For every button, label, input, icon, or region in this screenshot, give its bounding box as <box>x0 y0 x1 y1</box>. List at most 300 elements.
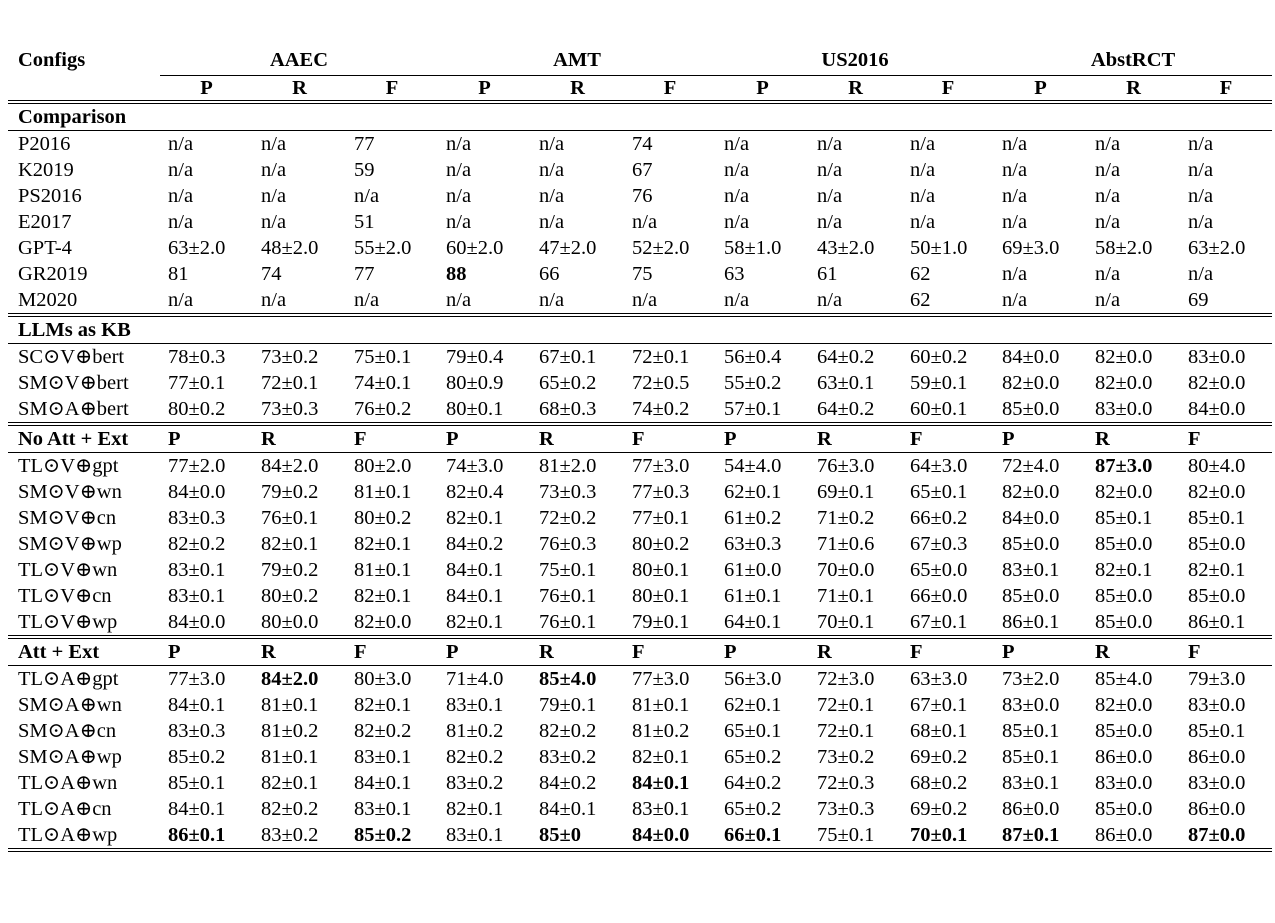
metric-cell: 76±0.1 <box>539 611 597 633</box>
metric-cell: 77 <box>354 133 375 155</box>
config-name: SM⊙V⊕wp <box>18 533 122 555</box>
metric-cell: 64±3.0 <box>910 455 968 477</box>
section-metric-header: F <box>902 424 994 453</box>
metric-cell: n/a <box>539 159 565 181</box>
section-header-spacer <box>994 102 1087 131</box>
metric-cell: 85±0.1 <box>1002 746 1060 768</box>
metric-cell: n/a <box>261 211 287 233</box>
section-metric-header: F <box>346 637 438 666</box>
metric-header: R <box>531 76 624 103</box>
section-metric-header: P <box>716 637 809 666</box>
metric-cell: 79±0.1 <box>632 611 690 633</box>
metric-cell: n/a <box>817 185 843 207</box>
config-name: K2019 <box>18 159 74 181</box>
metric-cell: 63±2.0 <box>168 237 226 259</box>
section-metric-header: R <box>809 424 902 453</box>
dataset-header-aaec: AAEC <box>160 45 438 76</box>
metric-cell: 74±0.1 <box>354 372 412 394</box>
metric-cell: n/a <box>1095 159 1121 181</box>
metric-cell: 75±0.1 <box>354 346 412 368</box>
metric-cell: n/a <box>724 159 750 181</box>
metric-cell: 82±0.0 <box>1095 694 1153 716</box>
metric-cell: 77±3.0 <box>632 668 690 690</box>
metric-cell: 87±0.0 <box>1180 822 1272 850</box>
metric-cell: n/a <box>1002 211 1028 233</box>
metric-cell: 83±0.2 <box>253 822 346 850</box>
metric-cell: 75±0.1 <box>809 822 902 850</box>
metric-cell: 70±0.1 <box>817 611 875 633</box>
metric-cell: 85±0.0 <box>1095 585 1153 607</box>
config-name: SM⊙A⊕bert <box>18 398 129 420</box>
metric-cell: 80±0.0 <box>261 611 319 633</box>
table-row <box>8 666 1272 693</box>
metric-cell: 84±0.1 <box>168 798 226 820</box>
metric-cell: 65±0.0 <box>910 559 968 581</box>
metric-cell: n/a <box>168 133 194 155</box>
metric-cell: 47±2.0 <box>539 237 597 259</box>
metric-cell: 84±0.0 <box>1188 398 1246 420</box>
metric-header: R <box>253 76 346 103</box>
section-header-spacer <box>902 102 994 131</box>
metric-cell: 83±0.0 <box>1188 346 1246 368</box>
section-metric-header: F <box>902 637 994 666</box>
table-row <box>8 183 1272 209</box>
metric-cell: n/a <box>446 289 472 311</box>
metric-cell: 86±0.0 <box>1087 822 1180 850</box>
metric-cell: 80±2.0 <box>354 455 412 477</box>
metric-cell: 82±0.2 <box>446 746 504 768</box>
table-header <box>8 45 1272 102</box>
table-row <box>8 718 1272 744</box>
metric-cell: 82±0.1 <box>446 611 504 633</box>
metric-cell: 73±2.0 <box>1002 668 1060 690</box>
metric-cell: n/a <box>446 211 472 233</box>
metric-cell: 84±0.1 <box>354 772 412 794</box>
metric-cell: 84±0.0 <box>1002 346 1060 368</box>
metric-cell: 84±0.1 <box>632 772 690 794</box>
metric-cell: n/a <box>817 133 843 155</box>
metric-cell: 65±0.1 <box>910 481 968 503</box>
metric-cell: 80±0.1 <box>632 559 690 581</box>
metric-cell: 80±0.9 <box>446 372 504 394</box>
section-header-spacer <box>716 315 809 344</box>
metric-cell: 65±0.2 <box>724 798 782 820</box>
dataset-header-abstrct: AbstRCT <box>994 45 1272 76</box>
section-metric-header: P <box>160 424 253 453</box>
metric-cell: n/a <box>724 211 750 233</box>
metric-cell: 52±2.0 <box>632 237 690 259</box>
metric-cell: 74±0.2 <box>632 398 690 420</box>
metric-cell: n/a <box>168 159 194 181</box>
metric-cell: 84±2.0 <box>261 668 319 690</box>
table-row <box>8 209 1272 235</box>
metric-cell: 71±4.0 <box>446 668 504 690</box>
metric-cell: 56±0.4 <box>724 346 782 368</box>
metric-cell: n/a <box>354 289 380 311</box>
metric-cell: 73±0.2 <box>817 746 875 768</box>
metric-cell: 73±0.3 <box>817 798 875 820</box>
metric-cell: 65±0.2 <box>724 746 782 768</box>
section-metric-header: F <box>1180 637 1272 666</box>
metric-cell: 80±0.2 <box>261 585 319 607</box>
metric-cell: 85±0.0 <box>1095 611 1153 633</box>
metric-cell: n/a <box>1095 211 1121 233</box>
metric-cell: n/a <box>446 159 472 181</box>
table-row <box>8 692 1272 718</box>
metric-cell: 81±0.1 <box>261 694 319 716</box>
metric-cell: 72±0.1 <box>817 720 875 742</box>
metric-cell: 63±0.3 <box>724 533 782 555</box>
metric-cell: 62±0.1 <box>724 694 782 716</box>
metric-cell: 81±2.0 <box>539 455 597 477</box>
section-header-spacer <box>160 102 253 131</box>
config-name: PS2016 <box>18 185 82 207</box>
metric-cell: 82±0.2 <box>539 720 597 742</box>
metric-cell: 84±2.0 <box>261 455 319 477</box>
section-header-spacer <box>531 102 624 131</box>
metric-cell: 48±2.0 <box>261 237 319 259</box>
metric-cell: 69±0.2 <box>910 746 968 768</box>
metric-cell: 85±0.0 <box>1095 720 1153 742</box>
metric-header: P <box>716 76 809 103</box>
metric-cell: 82±0.2 <box>354 720 412 742</box>
metric-cell: 70±0.0 <box>817 559 875 581</box>
metric-cell: 83±0.1 <box>1002 559 1060 581</box>
section-title: No Att + Ext <box>8 424 160 453</box>
metric-cell: 66±0.1 <box>716 822 809 850</box>
metric-cell: 85±0.1 <box>1188 720 1246 742</box>
table-row <box>8 531 1272 557</box>
metric-cell: n/a <box>817 159 843 181</box>
section-header-spacer <box>160 315 253 344</box>
config-name: GPT-4 <box>18 237 72 259</box>
metric-cell: n/a <box>1002 185 1028 207</box>
metric-cell: n/a <box>261 289 287 311</box>
metric-cell: 86±0.0 <box>1095 746 1153 768</box>
metric-cell: 76 <box>632 185 653 207</box>
table-row <box>8 822 1272 850</box>
section-header-spacer <box>531 315 624 344</box>
metric-cell: n/a <box>1188 263 1214 285</box>
metric-cell: 86±0.1 <box>160 822 253 850</box>
metric-cell: 75±0.1 <box>539 559 597 581</box>
metric-cell: 61 <box>817 263 838 285</box>
section-metric-header: P <box>716 424 809 453</box>
table-row <box>8 744 1272 770</box>
metric-cell: 84±0.0 <box>624 822 716 850</box>
config-name: SM⊙A⊕cn <box>18 720 117 742</box>
metric-cell: 79±0.4 <box>446 346 504 368</box>
metric-cell: 62 <box>910 289 931 311</box>
metric-cell: 77±0.1 <box>632 507 690 529</box>
table-row <box>8 370 1272 396</box>
metric-cell: 85±4.0 <box>1095 668 1153 690</box>
config-name: SM⊙V⊕cn <box>18 507 117 529</box>
metric-cell: 73±0.3 <box>539 481 597 503</box>
metric-cell: 70±0.1 <box>902 822 994 850</box>
section-header-spacer <box>346 315 438 344</box>
metric-cell: 69±0.1 <box>817 481 875 503</box>
metric-cell: 85±0 <box>531 822 624 850</box>
metric-cell: 82±0.1 <box>261 772 319 794</box>
table-row <box>8 796 1272 822</box>
metric-cell: 76±0.1 <box>261 507 319 529</box>
metric-cell: 85±4.0 <box>539 668 597 690</box>
configs-header-spacer <box>8 76 160 103</box>
dataset-header-us2016: US2016 <box>716 45 994 76</box>
section-title: Att + Ext <box>8 637 160 666</box>
metric-cell: n/a <box>1188 185 1214 207</box>
metric-cell: 69 <box>1188 289 1209 311</box>
metric-cell: 83±0.1 <box>446 694 504 716</box>
metric-cell: 84±0.1 <box>539 798 597 820</box>
config-name: SC⊙V⊕bert <box>18 346 125 368</box>
metric-cell: 82±0.0 <box>1002 372 1060 394</box>
metric-cell: 72±0.3 <box>817 772 875 794</box>
table-row <box>8 609 1272 637</box>
metric-cell: 83±0.0 <box>1002 694 1060 716</box>
metric-cell: 85±0.1 <box>1002 720 1060 742</box>
metric-cell: 83±0.1 <box>438 822 531 850</box>
metric-cell: 82±0.0 <box>354 611 412 633</box>
metric-cell: n/a <box>261 133 287 155</box>
metric-cell: 77±3.0 <box>168 668 226 690</box>
metric-cell: n/a <box>817 289 843 311</box>
metric-header: F <box>1180 76 1272 103</box>
metric-cell: 72±0.5 <box>632 372 690 394</box>
metric-cell: n/a <box>724 133 750 155</box>
metric-cell: 64±0.2 <box>817 346 875 368</box>
config-name: M2020 <box>18 289 78 311</box>
metric-cell: 77±3.0 <box>632 455 690 477</box>
table-row <box>8 453 1272 480</box>
metric-cell: 74 <box>261 263 282 285</box>
metric-cell: n/a <box>539 185 565 207</box>
metric-cell: 56±3.0 <box>724 668 782 690</box>
metric-cell: 69±3.0 <box>1002 237 1060 259</box>
metric-cell: n/a <box>1188 159 1214 181</box>
section-header-spacer <box>1087 315 1180 344</box>
metric-cell: 81 <box>168 263 189 285</box>
metric-cell: 82±0.0 <box>1002 481 1060 503</box>
table-row <box>8 583 1272 609</box>
metric-cell: 77±0.1 <box>168 372 226 394</box>
metric-cell: 85±0.1 <box>168 772 226 794</box>
metric-cell: 83±0.0 <box>1188 694 1246 716</box>
metric-cell: 59±0.1 <box>910 372 968 394</box>
metric-cell: n/a <box>1095 289 1121 311</box>
metric-cell: 60±0.1 <box>910 398 968 420</box>
metric-cell: 71±0.2 <box>817 507 875 529</box>
metric-cell: 54±4.0 <box>724 455 782 477</box>
metric-cell: 67±0.1 <box>910 611 968 633</box>
metric-header: P <box>438 76 531 103</box>
metric-cell: 62±0.1 <box>724 481 782 503</box>
metric-cell: 72±0.1 <box>817 694 875 716</box>
metric-cell: 77±2.0 <box>168 455 226 477</box>
metric-cell: n/a <box>1188 211 1214 233</box>
metric-cell: 86±0.1 <box>1188 611 1246 633</box>
metric-cell: 68±0.3 <box>539 398 597 420</box>
section-header-row <box>8 315 1272 344</box>
metric-cell: 81±0.2 <box>446 720 504 742</box>
config-name: SM⊙A⊕wn <box>18 694 122 716</box>
metric-cell: 82±0.0 <box>1095 346 1153 368</box>
metric-cell: 64±0.2 <box>724 772 782 794</box>
metric-cell: 81±0.2 <box>632 720 690 742</box>
metric-cell: n/a <box>632 211 658 233</box>
metric-cell: 84±0.2 <box>446 533 504 555</box>
metric-cell: 63±2.0 <box>1188 237 1246 259</box>
metric-cell: n/a <box>817 211 843 233</box>
metric-cell: 64±0.2 <box>817 398 875 420</box>
metric-cell: 85±0.1 <box>1188 507 1246 529</box>
metric-cell: 81±0.1 <box>632 694 690 716</box>
metric-cell: 88 <box>446 263 467 285</box>
metric-cell: 57±0.1 <box>724 398 782 420</box>
metric-cell: 82±0.0 <box>1188 372 1246 394</box>
metric-cell: 61±0.1 <box>724 585 782 607</box>
metric-cell: 61±0.0 <box>724 559 782 581</box>
metric-cell: 59 <box>354 159 375 181</box>
metric-header: P <box>994 76 1087 103</box>
metric-cell: n/a <box>539 211 565 233</box>
metric-cell: n/a <box>446 133 472 155</box>
section-header-row <box>8 424 1272 453</box>
metric-cell: n/a <box>1002 133 1028 155</box>
section-header-row <box>8 637 1272 666</box>
metric-cell: 82±0.2 <box>261 798 319 820</box>
metric-cell: 50±1.0 <box>910 237 968 259</box>
metric-cell: 85±0.2 <box>346 822 438 850</box>
metric-cell: n/a <box>632 289 658 311</box>
metric-cell: 84±0.0 <box>1002 507 1060 529</box>
metric-cell: 80±0.1 <box>446 398 504 420</box>
table-row <box>8 557 1272 583</box>
metric-cell: 55±0.2 <box>724 372 782 394</box>
table-row <box>8 344 1272 371</box>
section-header-row <box>8 102 1272 131</box>
metric-cell: 82±0.0 <box>1095 481 1153 503</box>
section-header-spacer <box>1087 102 1180 131</box>
metric-cell: 83±0.0 <box>1095 398 1153 420</box>
metric-cell: 77 <box>354 263 375 285</box>
metric-cell: 63±3.0 <box>910 668 968 690</box>
metric-cell: 85±0.1 <box>1095 507 1153 529</box>
metric-cell: 72±0.1 <box>261 372 319 394</box>
metric-cell: n/a <box>910 133 936 155</box>
section-metric-header: F <box>346 424 438 453</box>
metric-cell: 76±0.1 <box>539 585 597 607</box>
table-row <box>8 479 1272 505</box>
metric-cell: 85±0.0 <box>1002 585 1060 607</box>
section-metric-header: P <box>160 637 253 666</box>
metric-cell: 43±2.0 <box>817 237 875 259</box>
section-metric-header: F <box>624 637 716 666</box>
section-metric-header: R <box>1087 424 1180 453</box>
metric-cell: 76±0.2 <box>354 398 412 420</box>
section-metric-header: P <box>994 424 1087 453</box>
metric-cell: 83±0.3 <box>168 720 226 742</box>
metric-cell: 84±0.1 <box>446 585 504 607</box>
metric-cell: 67±0.1 <box>539 346 597 368</box>
metric-cell: 86±0.1 <box>1002 611 1060 633</box>
metric-cell: 81±0.1 <box>261 746 319 768</box>
metric-cell: 63±0.1 <box>817 372 875 394</box>
metric-cell: n/a <box>1095 185 1121 207</box>
metric-cell: 58±2.0 <box>1095 237 1153 259</box>
section-header-spacer <box>809 102 902 131</box>
metric-header: P <box>160 76 253 103</box>
metric-cell: n/a <box>910 185 936 207</box>
config-name: SM⊙A⊕wp <box>18 746 122 768</box>
section-header-spacer <box>716 102 809 131</box>
metric-cell: 85±0.0 <box>1188 585 1246 607</box>
table-row <box>8 505 1272 531</box>
metric-cell: 79±0.2 <box>261 559 319 581</box>
metric-cell: 68±0.2 <box>910 772 968 794</box>
metric-cell: 82±0.1 <box>632 746 690 768</box>
metric-cell: 77±0.3 <box>632 481 690 503</box>
metric-cell: 66±0.2 <box>910 507 968 529</box>
metric-cell: n/a <box>1002 159 1028 181</box>
metric-cell: 85±0.0 <box>1095 798 1153 820</box>
metric-cell: 83±0.2 <box>446 772 504 794</box>
metric-cell: 69±0.2 <box>910 798 968 820</box>
section-metric-header: P <box>438 424 531 453</box>
metric-cell: n/a <box>724 185 750 207</box>
dataset-header-row <box>8 45 1272 76</box>
config-name: P2016 <box>18 133 71 155</box>
metric-cell: 73±0.2 <box>261 346 319 368</box>
metric-cell: 71±0.1 <box>817 585 875 607</box>
metric-cell: 83±0.1 <box>1002 772 1060 794</box>
config-name: GR2019 <box>18 263 88 285</box>
dataset-header-amt: AMT <box>438 45 716 76</box>
metric-header: F <box>346 76 438 103</box>
metric-cell: 71±0.6 <box>817 533 875 555</box>
metric-cell: 66 <box>539 263 560 285</box>
metric-cell: 61±0.2 <box>724 507 782 529</box>
metric-cell: 82±0.0 <box>1095 372 1153 394</box>
metric-cell: 80±0.2 <box>168 398 226 420</box>
metric-cell: 82±0.1 <box>354 585 412 607</box>
metric-cell: 87±0.1 <box>994 822 1087 850</box>
section-metric-header: P <box>438 637 531 666</box>
metric-cell: n/a <box>1188 133 1214 155</box>
config-name: TL⊙A⊕wn <box>18 772 118 794</box>
metric-cell: 83±0.0 <box>1095 772 1153 794</box>
metric-cell: 86±0.0 <box>1002 798 1060 820</box>
metric-cell: n/a <box>1002 263 1028 285</box>
metric-cell: n/a <box>1095 133 1121 155</box>
metric-cell: n/a <box>168 185 194 207</box>
results-table-container <box>8 45 1272 852</box>
metric-cell: 85±0.0 <box>1002 398 1060 420</box>
configs-header: Configs <box>18 49 86 72</box>
metric-cell: 86±0.0 <box>1188 746 1246 768</box>
metric-cell: 83±0.1 <box>168 559 226 581</box>
table-row <box>8 770 1272 796</box>
metric-cell: 83±0.1 <box>632 798 690 820</box>
config-name: TL⊙V⊕wn <box>18 559 118 581</box>
metric-cell: 81±0.2 <box>261 720 319 742</box>
metric-cell: 51 <box>354 211 375 233</box>
metric-cell: 81±0.1 <box>354 481 412 503</box>
table-row <box>8 157 1272 183</box>
metric-cell: 84±0.0 <box>168 481 226 503</box>
metric-header-row <box>8 76 1272 103</box>
